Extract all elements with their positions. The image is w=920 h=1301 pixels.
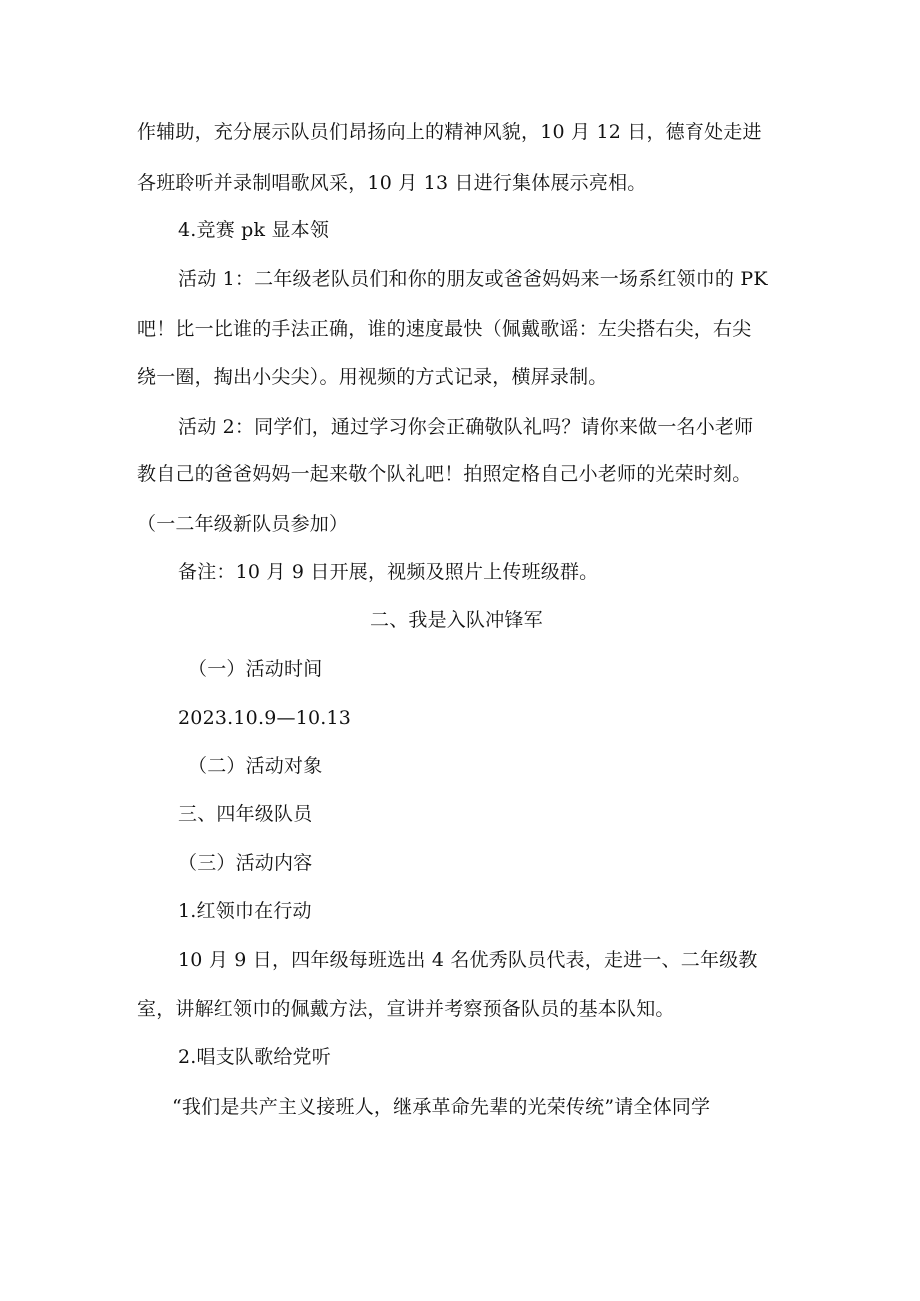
subsection-heading: （一）活动时间	[188, 658, 323, 680]
section-heading: 1.红领巾在行动	[178, 900, 312, 922]
paragraph-line: 2023.10.9—10.13	[178, 707, 352, 729]
subsection-heading: （二）活动对象	[188, 755, 323, 777]
paragraph-line: “我们是共产主义接班人，继承革命先辈的光荣传统”请全体同学	[172, 1096, 711, 1118]
paragraph-line: （一二年级新队员参加）	[137, 513, 349, 535]
paragraph-line: 吧！比一比谁的手法正确，谁的速度最快（佩戴歌谣：左尖搭右尖，右尖	[137, 318, 752, 340]
paragraph-line: 绕一圈，掏出小尖尖）。用视频的方式记录，横屏录制。	[137, 366, 608, 388]
paragraph-line: 室，讲解红领巾的佩戴方法，宣讲并考察预备队员的基本队知。	[137, 998, 675, 1020]
paragraph-line: 作辅助，充分展示队员们昂扬向上的精神风貌，10 月 12 日，德育处走进	[137, 121, 762, 143]
paragraph-line: 各班聆听并录制唱歌风采，10 月 13 日进行集体展示亮相。	[137, 172, 647, 194]
paragraph-line: 活动 1：二年级老队员们和你的朋友或爸爸妈妈来一场系红领巾的 PK	[178, 268, 768, 290]
paragraph-line: 活动 2：同学们，通过学习你会正确敬队礼吗？请你来做一名小老师	[178, 416, 754, 438]
section-heading: 2.唱支队歌给党听	[178, 1046, 331, 1068]
paragraph-line: 三、四年级队员	[178, 803, 313, 825]
section-title: 二、我是入队冲锋军	[370, 609, 543, 631]
paragraph-line: 10 月 9 日，四年级每班选出 4 名优秀队员代表，走进一、二年级教	[178, 949, 758, 971]
paragraph-line: 备注：10 月 9 日开展，视频及照片上传班级群。	[178, 561, 599, 583]
subsection-heading: （三）活动内容	[178, 852, 313, 874]
section-heading: 4.竞赛 pk 显本领	[178, 219, 330, 241]
paragraph-line: 教自己的爸爸妈妈一起来敬个队礼吧！拍照定格自己小老师的光荣时刻。	[137, 463, 752, 485]
